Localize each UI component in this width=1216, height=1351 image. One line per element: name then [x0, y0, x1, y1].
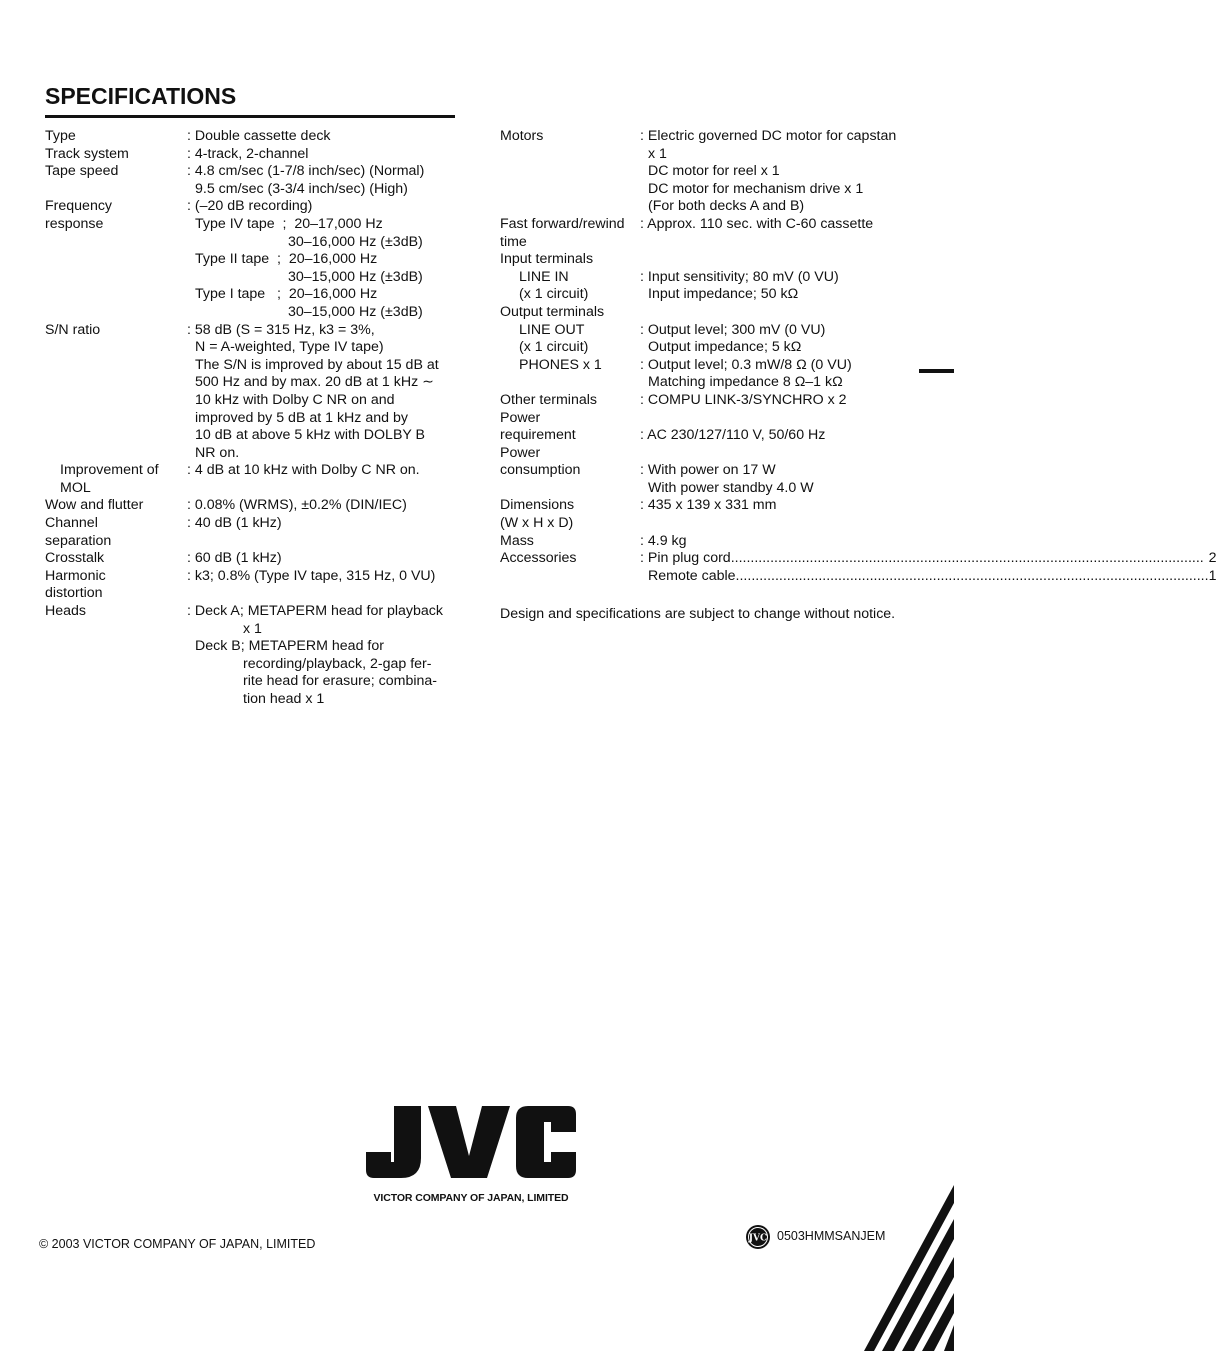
- spec-value-line: : 435 x 139 x 331 mm: [640, 497, 777, 514]
- spec-label: [500, 357, 640, 375]
- spec-label-line: Frequency: [45, 198, 113, 215]
- spec-label-line: Improvement of: [60, 462, 159, 479]
- spec-value-line: : Output level; 0.3 mW/8 Ω (0 VU): [640, 356, 852, 373]
- spec-value: [187, 550, 460, 568]
- spec-label-line: Motors: [500, 128, 544, 144]
- spec-row-tape-speed: [45, 163, 460, 198]
- spec-value-line: x 1: [648, 145, 667, 162]
- spec-label-line: Output terminals: [500, 303, 605, 320]
- spec-value-line: 30–15,000 Hz (±3dB): [288, 303, 423, 320]
- spec-row-line-in: [500, 269, 912, 304]
- spec-value: [187, 497, 460, 515]
- spec-value: [640, 392, 912, 410]
- spec-value-line: Output impedance; 5 kΩ: [648, 339, 802, 356]
- spec-row-track-system: [45, 146, 460, 164]
- spec-value: [187, 462, 460, 480]
- spec-value: [187, 128, 460, 146]
- spec-label: [500, 216, 640, 251]
- spec-value: [187, 198, 460, 321]
- spec-value-line: N = A-weighted, Type IV tape): [195, 339, 384, 356]
- accessory-count: 1: [1208, 567, 1216, 584]
- spec-label-line: Accessories: [500, 550, 577, 567]
- spec-label: [45, 497, 187, 515]
- spec-value-line: Input impedance; 50 kΩ: [648, 286, 799, 303]
- spec-value-line: : 4 dB at 10 kHz with Dolby C NR on.: [187, 462, 420, 479]
- spec-row-dimensions: [500, 497, 912, 532]
- spec-value: [187, 163, 460, 198]
- spec-label-line: (W x H x D): [500, 515, 574, 532]
- spec-value: [640, 497, 912, 515]
- accessory-line: [640, 550, 1216, 568]
- spec-value-line: 10 dB at above 5 kHz with DOLBY B: [195, 427, 426, 444]
- spec-value: [640, 269, 912, 304]
- spec-row-phones-x-1: [500, 357, 912, 392]
- spec-label: [45, 550, 187, 568]
- page-title: SPECIFICATIONS: [45, 83, 237, 109]
- spec-value-line: : 4.8 cm/sec (1-7/8 inch/sec) (Normal): [187, 163, 425, 180]
- spec-row-other-terminals: [500, 392, 912, 410]
- spec-label-line: Wow and flutter: [45, 497, 144, 514]
- spec-value: [187, 568, 460, 586]
- spec-label-line: Track system: [45, 145, 129, 162]
- spec-label: [500, 497, 640, 532]
- spec-column-left: [45, 128, 460, 709]
- spec-label: [45, 128, 187, 146]
- spec-row-harmonic: [45, 568, 460, 603]
- spec-row-frequency: [45, 198, 460, 321]
- change-notice: Design and specifications are subject to change without notice.: [500, 606, 896, 622]
- spec-value: [187, 515, 460, 533]
- spec-value-line: Matching impedance 8 Ω–1 kΩ: [648, 374, 843, 391]
- spec-label: [500, 269, 640, 304]
- spec-label-line: Dimensions: [500, 497, 575, 514]
- spec-label: [500, 533, 640, 551]
- spec-label: [45, 515, 187, 550]
- spec-row-accessories: [500, 550, 1216, 585]
- spec-label: [500, 322, 640, 357]
- spec-label-line: MOL: [60, 479, 91, 496]
- spec-column-right: [500, 128, 1216, 585]
- spec-label-line: Input terminals: [500, 251, 594, 268]
- spec-row-fast-forward-rewind: [500, 216, 912, 251]
- spec-label: [500, 251, 640, 269]
- spec-row-power: [500, 410, 912, 445]
- spec-value-line: : 0.08% (WRMS), ±0.2% (DIN/IEC): [187, 497, 407, 514]
- spec-value: [640, 445, 912, 498]
- spec-value: [640, 357, 912, 392]
- spec-row-type: [45, 128, 460, 146]
- spec-row-power: [500, 445, 912, 498]
- accessory-count: 2: [1208, 550, 1216, 567]
- spec-value-line: : 4-track, 2-channel: [187, 145, 309, 162]
- spec-value-line: : Output level; 300 mV (0 VU): [640, 321, 826, 338]
- spec-value-line: : Double cassette deck: [187, 128, 331, 144]
- spec-label-line: (x 1 circuit): [519, 286, 589, 303]
- spec-value-line: : COMPU LINK-3/SYNCHRO x 2: [640, 391, 847, 408]
- spec-value-line: 30–15,000 Hz (±3dB): [288, 268, 423, 285]
- dot-leader: ........................................................................................................................: [730, 550, 1204, 567]
- spec-value-line: : 4.9 kg: [640, 532, 687, 549]
- spec-label-line: Fast forward/rewind: [500, 215, 625, 232]
- spec-label: [500, 445, 640, 480]
- spec-value-line: Type IV tape ; 20–17,000 Hz: [195, 215, 383, 232]
- spec-row-s-n-ratio: [45, 322, 460, 463]
- spec-label-line: Mass: [500, 532, 534, 549]
- copyright-text: © 2003 VICTOR COMPANY OF JAPAN, LIMITED: [39, 1237, 316, 1251]
- spec-value-line: 9.5 cm/sec (3-3/4 inch/sec) (High): [195, 180, 408, 197]
- spec-value-line: [640, 410, 912, 428]
- spec-value-line: : 58 dB (S = 315 Hz, k3 = 3%,: [187, 321, 375, 338]
- spec-value-line: tion head x 1: [243, 691, 325, 707]
- spec-label-line: distortion: [45, 585, 103, 602]
- spec-value-line: DC motor for mechanism drive x 1: [648, 180, 864, 197]
- spec-label-line: LINE IN: [519, 268, 569, 285]
- spec-value-line: DC motor for reel x 1: [648, 163, 780, 180]
- spec-value-line: : With power on 17 W: [640, 462, 776, 479]
- logo-subtitle: VICTOR COMPANY OF JAPAN, LIMITED: [373, 1192, 569, 1204]
- spec-label-line: Other terminals: [500, 391, 597, 408]
- spec-value-line: : k3; 0.8% (Type IV tape, 315 Hz, 0 VU): [187, 567, 436, 584]
- spec-value: [640, 533, 912, 551]
- spec-row-wow-and-flutter: [45, 497, 460, 515]
- spec-value: [640, 216, 912, 234]
- spec-value-line: : 40 dB (1 kHz): [187, 515, 282, 532]
- spec-label-line: PHONES x 1: [519, 356, 602, 373]
- spec-value-line: (For both decks A and B): [648, 198, 805, 215]
- jvc-badge-icon: [745, 1224, 771, 1250]
- spec-value-line: : AC 230/127/110 V, 50/60 Hz: [640, 427, 826, 444]
- spec-label-line: LINE OUT: [519, 321, 585, 338]
- spec-label-line: separation: [45, 532, 112, 549]
- spec-value-line: : Approx. 110 sec. with C-60 cassette: [640, 215, 874, 232]
- corner-stripes-decoration: [860, 1185, 954, 1351]
- spec-label: [500, 128, 640, 146]
- spec-label-line: S/N ratio: [45, 321, 101, 338]
- spec-label: [45, 603, 187, 621]
- spec-label: [45, 568, 187, 603]
- accessory-line: [640, 568, 1216, 586]
- spec-row-motors: [500, 128, 912, 216]
- spec-label-line: requirement: [500, 427, 576, 444]
- accessory-name: : Pin plug cord: [640, 550, 731, 567]
- document-code: 0503HMMSANJEM: [777, 1229, 886, 1243]
- spec-value-line: Type I tape ; 20–16,000 Hz: [195, 286, 378, 303]
- spec-value-line: 500 Hz and by max. 20 dB at 1 kHz ∼: [195, 374, 435, 391]
- spec-label: [45, 322, 187, 340]
- spec-value: [640, 550, 1216, 585]
- spec-value-line: The S/N is improved by about 15 dB at: [195, 356, 439, 373]
- spec-value: [187, 603, 460, 709]
- spec-row-input-terminals: [500, 251, 912, 269]
- spec-value-line: : Input sensitivity; 80 mV (0 VU): [640, 268, 839, 285]
- accessory-name: Remote cable: [648, 567, 736, 584]
- jvc-logo: [366, 1106, 576, 1178]
- spec-row-output-terminals: [500, 304, 912, 322]
- spec-row-heads: [45, 603, 460, 709]
- spec-value: [187, 322, 460, 463]
- spec-row-improvement-of: [45, 462, 460, 497]
- spec-value-line: [640, 445, 912, 463]
- spec-label-line: Tape speed: [45, 163, 119, 180]
- spec-value-line: : 60 dB (1 kHz): [187, 550, 282, 567]
- spec-value-line: recording/playback, 2-gap fer-: [243, 655, 432, 672]
- page-edge-marker: [919, 369, 954, 373]
- spec-value-line: 30–16,000 Hz (±3dB): [288, 233, 423, 250]
- spec-value-line: x 1: [243, 620, 262, 637]
- spec-label: [500, 304, 640, 322]
- spec-label: [500, 550, 640, 568]
- spec-value-line: With power standby 4.0 W: [648, 479, 814, 496]
- spec-label: [500, 410, 640, 445]
- spec-label-line: (x 1 circuit): [519, 339, 589, 356]
- spec-label-line: Crosstalk: [45, 550, 105, 567]
- spec-label: [45, 198, 187, 233]
- spec-value: [640, 322, 912, 357]
- spec-label-line: Heads: [45, 603, 87, 620]
- spec-label-line: Channel: [45, 515, 98, 532]
- spec-label: [45, 163, 187, 181]
- svg-text:JVC: JVC: [748, 1233, 768, 1244]
- spec-value-line: : Electric governed DC motor for capstan: [640, 128, 897, 144]
- spec-value: [640, 410, 912, 445]
- spec-value-line: Type II tape ; 20–16,000 Hz: [195, 251, 378, 268]
- spec-value-line: 10 kHz with Dolby C NR on and: [195, 391, 395, 408]
- spec-label-line: time: [500, 233, 527, 250]
- spec-value: [640, 128, 912, 216]
- spec-label: [45, 462, 187, 497]
- spec-value-line: improved by 5 dB at 1 kHz and by: [195, 409, 408, 426]
- dot-leader: ........................................................................................................................: [735, 567, 1209, 584]
- spec-label-line: Type: [45, 128, 76, 144]
- spec-label-line: Harmonic: [45, 567, 106, 584]
- spec-label-line: consumption: [500, 462, 581, 479]
- spec-label: [500, 392, 640, 410]
- title-rule: [45, 115, 455, 118]
- spec-label-line: Power: [500, 444, 541, 461]
- spec-label-line: response: [45, 215, 104, 232]
- spec-value-line: : Deck A; METAPERM head for playback: [187, 603, 443, 620]
- spec-label-line: Power: [500, 409, 541, 426]
- spec-value-line: : (–20 dB recording): [187, 198, 313, 215]
- spec-row-channel: [45, 515, 460, 550]
- spec-row-crosstalk: [45, 550, 460, 568]
- spec-label: [45, 146, 187, 164]
- spec-value-line: rite head for erasure; combina-: [243, 673, 437, 690]
- spec-value-line: Deck B; METAPERM head for: [195, 638, 384, 655]
- spec-value-line: NR on.: [195, 444, 240, 461]
- spec-row-line-out: [500, 322, 912, 357]
- spec-value: [187, 146, 460, 164]
- spec-row-mass: [500, 533, 912, 551]
